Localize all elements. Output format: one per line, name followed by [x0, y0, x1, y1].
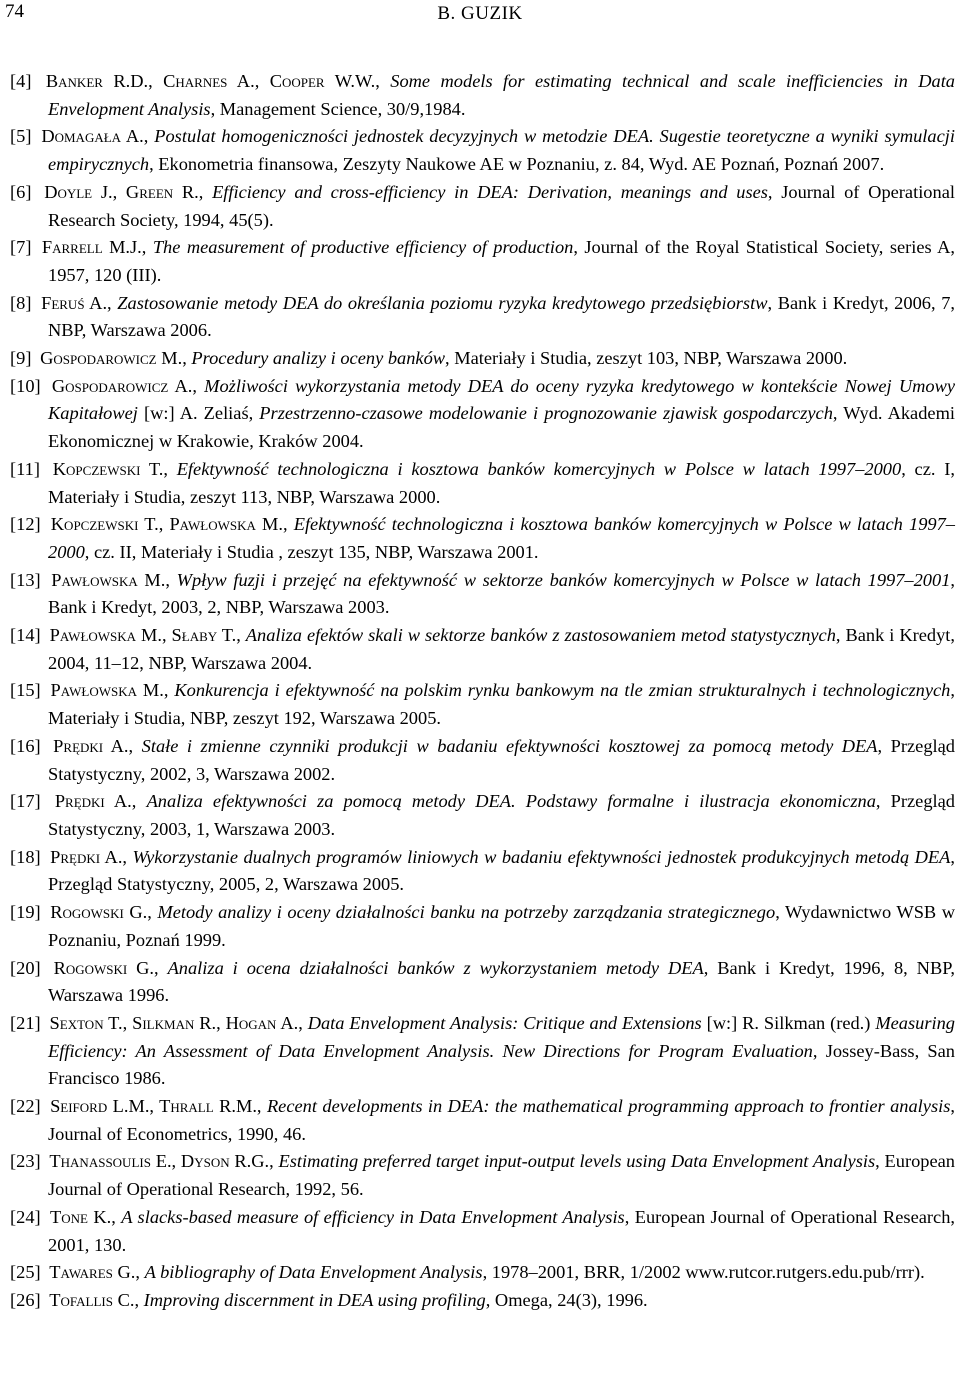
- reference-number: [23]: [10, 1151, 41, 1172]
- reference-details: , Journal of Econometrics, 1990, 46.: [48, 1096, 955, 1144]
- reference-item: [10, 234, 955, 289]
- reference-authors: Rogowski G.: [50, 902, 148, 923]
- reference-title: Recent developments in DEA: the mathematical programming approach to frontier analysis: [266, 1096, 951, 1117]
- reference-details: , Bank i Kredyt, 2006, 7, NBP, Warszawa 2006.: [48, 292, 955, 341]
- reference-details: , Management Science, 30/9,1984.: [210, 98, 466, 119]
- reference-number: [18]: [10, 846, 41, 867]
- reference-separator: ,: [192, 375, 205, 396]
- reference-authors: Rogowski G.: [53, 957, 155, 978]
- reference-details: , Wydawnictwo WSB w Poznaniu, Poznań 1999.: [48, 902, 956, 950]
- reference-details: [w:] R. Silkman (red.): [701, 1012, 876, 1033]
- reference-title: Improving discernment in DEA using profiling: [143, 1289, 486, 1310]
- reference-separator: ,: [163, 458, 177, 479]
- reference-separator: ,: [107, 292, 118, 313]
- reference-item: [10, 733, 955, 788]
- reference-title: Stałe i zmienne czynniki produkcji w badaniu efektywności kosztowej za pomocą metody DEA: [141, 735, 878, 756]
- reference-authors: Kopczewski T.: [52, 458, 164, 479]
- reference-number: [7]: [10, 237, 32, 258]
- reference-authors: Thanassoulis E., Dyson R.G.: [49, 1151, 270, 1172]
- reference-authors: Pawłowska M., Słaby T.: [49, 625, 237, 646]
- reference-item: [10, 373, 955, 456]
- reference-separator: ,: [131, 791, 147, 812]
- reference-item: [10, 1204, 955, 1259]
- reference-separator: ,: [122, 846, 133, 867]
- reference-separator: ,: [165, 569, 177, 590]
- reference-details: , Materiały i Studia, NBP, zeszyt 192, Warszawa 2005.: [48, 680, 955, 729]
- reference-separator: ,: [154, 957, 168, 978]
- reference-details: , Przegląd Statystyczny, 2003, 1, Warszawa 2003.: [48, 791, 955, 839]
- reference-item: [10, 345, 955, 373]
- reference-title: Efektywność technologiczna i kosztowa banków komercyjnych w Polsce w latach 1997–2000: [176, 458, 902, 479]
- reference-title: Zastosowanie metody DEA do określania poziomu ryzyka kredytowego przedsiębiorstw: [117, 292, 768, 313]
- reference-item: [10, 68, 955, 123]
- reference-separator: ,: [147, 902, 158, 923]
- reference-number: [5]: [10, 126, 32, 147]
- reference-title: Postulat homogeniczności jednostek decyzyjnych w metodzie DEA. Sugestie teoretyczne a wyniki symulacji empirycznych: [48, 126, 955, 175]
- reference-number: [21]: [10, 1012, 41, 1033]
- reference-title: Efektywność technologiczna i kosztowa banków komercyjnych w Polsce w latach 1997–2000: [48, 514, 955, 562]
- reference-details: , Bank i Kredyt, 1996, 8, NBP, Warszawa 1996.: [48, 957, 956, 1006]
- reference-authors: Sexton T., Silkman R., Hogan A.: [49, 1012, 299, 1033]
- reference-number: [15]: [10, 680, 41, 701]
- reference-item: [10, 788, 955, 843]
- reference-separator: ,: [256, 1096, 267, 1117]
- reference-item: [10, 677, 955, 732]
- reference-number: [10]: [10, 375, 41, 396]
- reference-authors: Doyle J., Green R.: [44, 181, 199, 202]
- reference-authors: Prędki A.: [50, 846, 123, 867]
- reference-number: [14]: [10, 625, 41, 646]
- reference-title-secondary: Measuring Efficiency: An Assessment of Data Envelopment Analysis. New Directions for Program Evaluation: [48, 1012, 955, 1061]
- reference-item: [10, 955, 955, 1010]
- reference-title: Procedury analizy i oceny banków: [191, 348, 446, 369]
- reference-separator: ,: [375, 71, 391, 91]
- reference-separator: ,: [135, 1262, 145, 1283]
- page-header: [0, 0, 960, 40]
- reference-separator: ,: [182, 348, 192, 369]
- reference-list: [10, 68, 955, 1315]
- reference-number: [19]: [10, 902, 41, 923]
- reference-number: [11]: [10, 458, 40, 479]
- reference-item: [10, 622, 955, 677]
- reference-details: , European Journal of Operational Research, 2001, 130.: [48, 1206, 955, 1255]
- reference-separator: ,: [128, 735, 142, 756]
- reference-authors: Prędki A.: [54, 791, 132, 812]
- reference-details-secondary: , Wyd. Akademi Ekonomicznej w Krakowie, Kraków 2004.: [48, 403, 955, 452]
- reference-authors: Tone K.: [50, 1206, 112, 1227]
- reference-title: Możliwości wykorzystania metody DEA do oceny ryzyka kredytowego w kontekście Nowej Umowy Kapitałowej: [48, 375, 956, 424]
- reference-title: Wykorzystanie dualnych programów liniowych w badaniu efektywności jednostek produkcyjnych metodą DEA: [132, 846, 951, 867]
- reference-details: , European Journal of Operational Research, 1992, 56.: [48, 1151, 955, 1200]
- reference-number: [9]: [10, 348, 32, 369]
- reference-separator: ,: [236, 625, 246, 646]
- reference-separator: ,: [298, 1012, 308, 1033]
- reference-number: [25]: [10, 1262, 41, 1283]
- reference-authors: Gospodarowicz M.: [40, 348, 183, 369]
- reference-authors: Pawłowska M.: [51, 569, 166, 590]
- reference-number: [26]: [10, 1289, 41, 1310]
- reference-title-secondary: Przestrzenno-czasowe modelowanie i prognozowanie zjawisk gospodarczych: [259, 403, 833, 424]
- reference-item: [10, 1287, 955, 1315]
- reference-details: , Materiały i Studia, zeszyt 103, NBP, Warszawa 2000.: [445, 348, 848, 369]
- reference-item: [10, 1010, 955, 1093]
- reference-number: [20]: [10, 957, 41, 978]
- reference-separator: ,: [111, 1206, 122, 1227]
- reference-authors: Feruś A.: [41, 292, 108, 313]
- reference-number: [17]: [10, 791, 41, 812]
- reference-number: [22]: [10, 1096, 41, 1117]
- reference-details: , cz. I, Materiały i Studia, zeszyt 113, NBP, Warszawa 2000.: [48, 458, 955, 507]
- reference-item: [10, 899, 955, 954]
- reference-number: [4]: [10, 71, 32, 91]
- reference-item: [10, 1148, 955, 1203]
- reference-title: Analiza i ocena działalności banków z wykorzystaniem metody DEA: [167, 957, 704, 978]
- reference-separator: ,: [163, 680, 175, 701]
- reference-number: [6]: [10, 181, 32, 202]
- reference-details: , Omega, 24(3), 1996.: [485, 1289, 648, 1310]
- reference-separator: ,: [134, 1289, 144, 1310]
- reference-authors: Domagała A.: [41, 126, 144, 147]
- reference-authors: Gospodarowicz A.: [51, 375, 193, 396]
- reference-authors: Prędki A.: [53, 735, 129, 756]
- reference-details: , Przegląd Statystyczny, 2005, 2, Warszawa 2005.: [48, 846, 955, 895]
- reference-title: Efficiency and cross-efficiency in DEA: Derivation, meanings and uses: [212, 181, 768, 202]
- reference-details: , Bank i Kredyt, 2003, 2, NBP, Warszawa 2003.: [48, 569, 956, 618]
- reference-item: [10, 844, 955, 899]
- reference-details: [w:] A. Zeliaś,: [137, 403, 260, 424]
- reference-details: , Journal of the Royal Statistical Society, series A, 1957, 120 (III).: [48, 237, 955, 285]
- reference-title: A bibliography of Data Envelopment Analysis: [144, 1262, 483, 1283]
- page-number: 74: [5, 1, 24, 22]
- reference-authors: Kopczewski T., Pawłowska M.: [50, 514, 283, 535]
- reference-separator: ,: [143, 126, 155, 147]
- reference-separator: ,: [269, 1151, 279, 1172]
- reference-details: , Ekonometria finansowa, Zeszyty Naukowe AE w Poznaniu, z. 84, Wyd. AE Poznań, Poznań 2007.: [149, 154, 885, 175]
- reference-number: [8]: [10, 292, 32, 313]
- reference-number: [16]: [10, 735, 41, 756]
- reference-details: , Journal of Operational Research Society, 1994, 45(5).: [48, 181, 955, 230]
- reference-number: [13]: [10, 569, 41, 590]
- reference-title: Metody analizy i oceny działalności banku na potrzeby zarządzania strategicznego: [157, 902, 776, 923]
- reference-item: [10, 179, 955, 234]
- reference-details-secondary: , Jossey-Bass, San Francisco 1986.: [48, 1040, 955, 1089]
- reference-item: [10, 290, 955, 345]
- reference-details: , cz. II, Materiały i Studia , zeszyt 135, NBP, Warszawa 2001.: [84, 541, 539, 562]
- reference-details: , 1978–2001, BRR, 1/2002 www.rutcor.rutgers.edu.pub/rrr).: [482, 1262, 925, 1283]
- reference-authors: Farrell M.J.: [41, 237, 142, 258]
- reference-authors: Tawares G.: [49, 1262, 136, 1283]
- reference-item: [10, 456, 955, 511]
- reference-details: , Bank i Kredyt, 2004, 11–12, NBP, Warszawa 2004.: [48, 625, 955, 673]
- reference-item: [10, 1093, 955, 1148]
- running-head: B. GUZIK: [437, 3, 523, 24]
- reference-number: [24]: [10, 1206, 41, 1227]
- reference-separator: ,: [141, 237, 153, 258]
- reference-number: [12]: [10, 514, 41, 535]
- reference-item: [10, 1259, 955, 1287]
- reference-title: Konkurencja i efektywność na polskim rynku bankowym na tle zmian strukturalnych i technologicznych: [174, 680, 951, 701]
- reference-title: Some models for estimating technical and scale inefficiencies in Data Envelopment Analysis: [48, 71, 955, 119]
- reference-separator: ,: [198, 181, 213, 202]
- reference-title: A slacks-based measure of efficiency in Data Envelopment Analysis: [121, 1206, 625, 1227]
- reference-item: [10, 567, 955, 622]
- reference-title: Estimating preferred target input-output levels using Data Envelopment Analysis: [278, 1151, 876, 1172]
- reference-item: [10, 511, 955, 566]
- reference-authors: Seiford L.M., Thrall R.M.: [50, 1096, 257, 1117]
- reference-item: [10, 123, 955, 178]
- reference-title: Analiza efektów skali w sektorze banków z zastosowaniem metod statystycznych: [245, 625, 836, 646]
- reference-authors: Tofallis C.: [49, 1289, 135, 1310]
- reference-separator: ,: [282, 514, 294, 535]
- reference-details: , Przegląd Statystyczny, 2002, 3, Warszawa 2002.: [48, 735, 955, 784]
- reference-title: Wpływ fuzji i przejęć na efektywność w sektorze banków komercyjnych w Polsce w latach 1997–2001: [176, 569, 951, 590]
- reference-authors: Banker R.D., Charnes A., Cooper W.W.: [45, 71, 376, 91]
- reference-authors: Pawłowska M.: [50, 680, 164, 701]
- reference-title: Analiza efektywności za pomocą metody DEA. Podstawy formalne i ilustracja ekonomiczna: [146, 791, 876, 812]
- reference-title: The measurement of productive efficiency of production: [152, 237, 574, 258]
- reference-title: Data Envelopment Analysis: Critique and Extensions: [307, 1012, 702, 1033]
